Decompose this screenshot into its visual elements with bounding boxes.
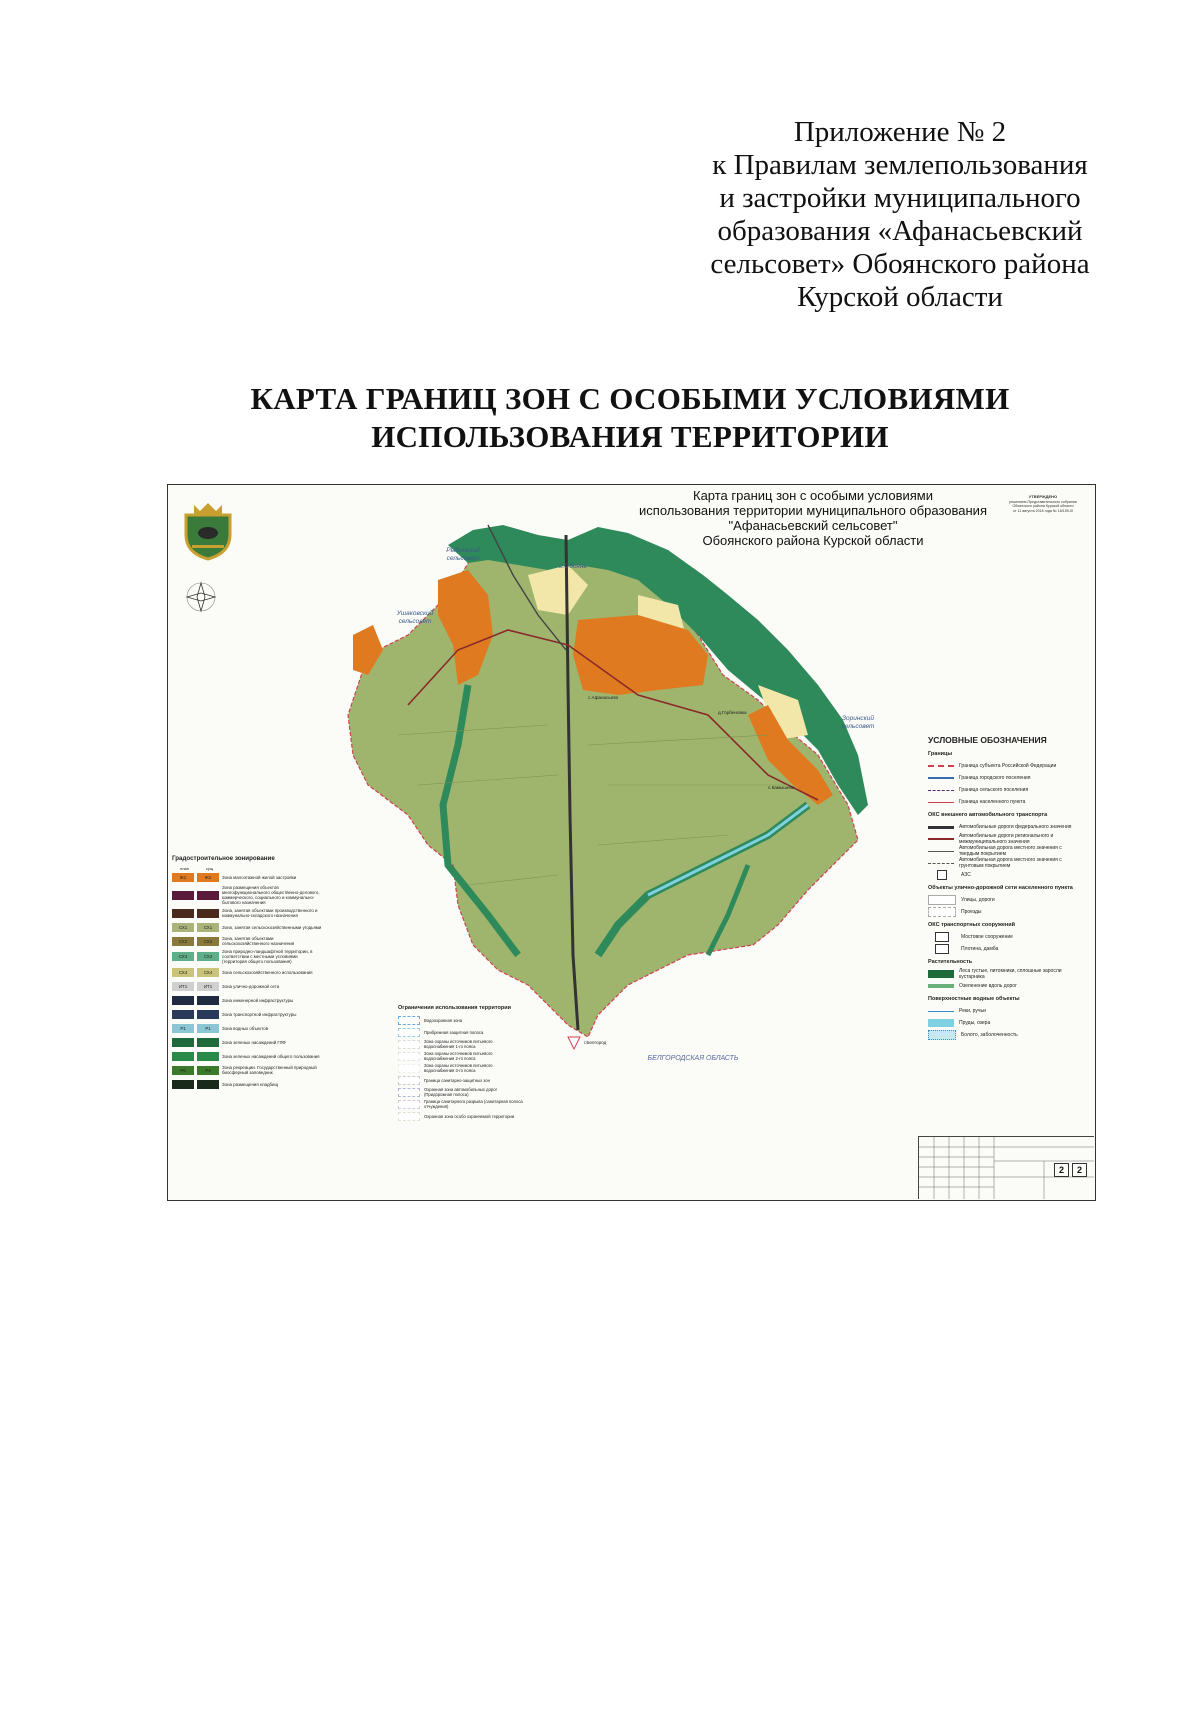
place-label-rybinsky: Рыбинский сельсовет (446, 547, 480, 562)
zone-swatch-planned: Ж1 (172, 873, 194, 882)
legend-swatch (928, 1019, 954, 1027)
zone-swatch-planned: ИТ1 (172, 982, 194, 991)
sheet-total: 2 (1072, 1163, 1087, 1177)
zone-swatch-existing (197, 1010, 219, 1019)
legend-label: Пруды, озера (959, 1020, 991, 1026)
map-title-line-4: Обоянского района Курской области (702, 533, 924, 548)
legend-label: Болото, заболоченность (961, 1032, 1018, 1038)
legend-row (928, 906, 1078, 918)
zone-swatch-planned (172, 1010, 194, 1019)
legend-line-swatch (928, 863, 954, 864)
legend-left-row (172, 1008, 322, 1020)
place-label-belgorod-oblast: БЕЛГОРОДСКАЯ ОБЛАСТЬ (647, 1055, 739, 1062)
zone-label: Зона размещения кладбищ (222, 1081, 279, 1087)
zone-swatch-planned: СХ4 (172, 968, 194, 977)
legend-row (928, 796, 1078, 808)
belgorod-marker (568, 1037, 580, 1049)
legend-mid-row (398, 1051, 523, 1061)
document-title-line-1: КАРТА ГРАНИЦ ЗОН С ОСОБЫМИ УСЛОВИЯМИ (250, 381, 1010, 416)
zone-label: Зона природно-ландшафтной территории, в соответствии с местными условиями (территория общего пользования) (222, 949, 313, 964)
document-title (180, 380, 1080, 456)
restriction-label: Зона охраны источников питьевого водоснабжения 1-го пояса (424, 1039, 493, 1049)
zone-swatch-existing: Р1 (197, 1024, 219, 1033)
legend-label: Реки, ручьи (959, 1008, 986, 1014)
legend-left-row (172, 1064, 322, 1076)
approval-line-2: Обоянского района Курской области (1012, 504, 1074, 509)
legend-left-row (172, 994, 322, 1006)
settlement-label-afanasyevo: с.Афанасьево (588, 695, 619, 700)
legend-row (928, 833, 1078, 845)
legend-label: Автомобильные дороги федерального значения (959, 824, 1072, 830)
zone-swatch-existing (197, 891, 219, 900)
legend-swatch (928, 1030, 956, 1040)
restriction-swatch (398, 1064, 420, 1073)
map-title-line-1: Карта границ зон с особыми условиями (693, 488, 933, 503)
legend-section-borders: Границы (928, 751, 953, 757)
legend-mid-row (398, 1039, 523, 1049)
legend-section-transport: ОКС внешнего автомобильного транспорта (928, 812, 1048, 818)
place-label-ushakovsky: Ушаковский сельсовет (396, 610, 434, 625)
zone-swatch-existing: Ж1 (197, 873, 219, 882)
restriction-label: Прибрежная защитная полоса (424, 1029, 484, 1035)
zone-swatch-existing: СХ1 (197, 923, 219, 932)
appendix-line-2: к Правилам землепользования (712, 149, 1088, 181)
approval-note (998, 495, 1088, 513)
legend-left-row (172, 885, 322, 905)
legend-mid-row (398, 1063, 523, 1073)
legend-left (172, 855, 322, 1092)
zone-swatch-planned: Р6 (172, 1066, 194, 1075)
restriction-label: Охранная зона особо охраняемой территории (424, 1113, 515, 1119)
legend-line-swatch (928, 838, 954, 840)
legend-row (928, 968, 1078, 980)
legend-row (928, 772, 1078, 784)
coat-of-arms-emblem (186, 503, 230, 559)
legend-row (928, 943, 1078, 955)
map-title-line-2: использования территории муниципального образования (639, 503, 987, 518)
title-block-stamp (918, 1136, 1094, 1199)
legend-swatch (928, 970, 954, 978)
legend-label: Автомобильная дорога местного значения с грунтовым покрытием (959, 857, 1062, 869)
restriction-swatch (398, 1112, 420, 1121)
bridge-icon (935, 932, 949, 942)
zone-swatch-existing (197, 1052, 219, 1061)
zone-label: Зона инженерной инфраструктуры (222, 997, 294, 1003)
restriction-label: Граница санитарно-защитных зон (424, 1077, 490, 1083)
restriction-swatch (398, 1040, 420, 1049)
legend-row (928, 857, 1078, 869)
legend-line-swatch (928, 1011, 954, 1012)
legend-line-swatch (928, 851, 954, 852)
legend-section-streets: Объекты улично-дорожной сети населенного пункта (928, 885, 1073, 891)
legend-left-row (172, 1050, 322, 1062)
legend-row (928, 760, 1078, 772)
zone-label: Зона малоэтажной жилой застройки (222, 874, 297, 880)
legend-section-transport-structures: ОКС транспортных сооружений (928, 922, 1015, 928)
legend-right (928, 735, 1078, 1041)
settlement-label-gorbenovka: д.Горбеновка (718, 710, 747, 715)
zone-label: Зона водных объектов (222, 1025, 269, 1031)
legend-label: Озеленение вдоль дорог (959, 983, 1017, 989)
legend-line-swatch (928, 802, 954, 803)
legend-swatch (928, 907, 956, 917)
zone-swatch-planned (172, 1038, 194, 1047)
restriction-swatch (398, 1076, 420, 1085)
legend-label: Улицы, дороги (961, 897, 995, 903)
zone-label: Зона транспортной инфраструктуры (222, 1011, 297, 1017)
legend-left-row (172, 966, 322, 978)
caption-planned: план (180, 865, 189, 871)
zone-swatch-planned (172, 891, 194, 900)
legend-label: Плотина, дамба (961, 946, 999, 952)
legend-mid-rows (398, 1015, 523, 1121)
legend-left-rows (172, 871, 322, 1090)
zone-swatch-planned (172, 1052, 194, 1061)
zone-label: Зона размещения объектов многофункционального общественно-делового, коммерческого, социального и коммунально-бытового назначения (222, 885, 320, 905)
settlement-label-kamyshnoye: с.Камышное (768, 785, 795, 790)
legend-line-swatch (928, 826, 954, 829)
restriction-swatch (398, 1100, 420, 1109)
zone-swatch-existing (197, 996, 219, 1005)
place-label-belgorod: г.Белгород (584, 1040, 607, 1045)
legend-mid-row (398, 1111, 523, 1121)
zone-swatch-planned: СХ2 (172, 937, 194, 946)
legend-row (928, 784, 1078, 796)
document-title-line-2: ИСПОЛЬЗОВАНИЯ ТЕРРИТОРИИ (371, 419, 889, 454)
legend-title: УСЛОВНЫЕ ОБОЗНАЧЕНИЯ (928, 735, 1047, 745)
legend-row (928, 931, 1078, 943)
legend-line-swatch (928, 765, 954, 767)
legend-left-row (172, 921, 322, 933)
legend-mid-row (398, 1027, 523, 1037)
caption-existing: сущ (205, 865, 214, 871)
zone-swatch-planned (172, 996, 194, 1005)
zone-label: Зона рекреации. Государственный природный биосферный заповедник (222, 1065, 317, 1075)
zone-swatch-existing (197, 1080, 219, 1089)
zone-label: Зона, занятая объектами производственного и коммунально-складского назначения (222, 908, 318, 918)
zone-swatch-planned (172, 909, 194, 918)
restriction-swatch (398, 1028, 420, 1037)
zone-swatch-planned: Р1 (172, 1024, 194, 1033)
approval-line-1: решением Представительного собрания (1009, 499, 1077, 504)
zone-swatch-planned: СХ1 (172, 923, 194, 932)
legend-section-water: Поверхностные водные объекты (928, 996, 1020, 1002)
place-label-zorinsky: Зоринский сельсовет (841, 715, 875, 730)
zone-label: Зона, занятая сельскохозяйственными угодьями (222, 924, 322, 930)
zone-swatch-existing: Р4 (197, 1066, 219, 1075)
restriction-label: Водоохранная зона (424, 1017, 463, 1023)
legend-left-row (172, 871, 322, 883)
map-sheet (167, 484, 1096, 1201)
legend-label: Мостовое сооружение (961, 934, 1013, 940)
legend-line-swatch (928, 790, 954, 791)
appendix-line-5: сельсовет» Обоянского района (710, 248, 1090, 280)
gas-station-icon (937, 870, 947, 880)
zone-swatch-existing (197, 1038, 219, 1047)
legend-left-row (172, 1078, 322, 1090)
appendix-line-3: и застройки муниципального (719, 182, 1081, 214)
legend-label: Граница городского поселения (959, 775, 1031, 781)
restriction-label: Зона охраны источников питьевого водоснабжения 2-го пояса (424, 1051, 493, 1061)
legend-row (928, 1017, 1078, 1029)
legend-line-swatch (928, 777, 954, 779)
legend-row (928, 845, 1078, 857)
legend-row (928, 1005, 1078, 1017)
legend-mid-title: Ограничения использования территории (398, 1005, 511, 1011)
appendix-line-6: Курской области (797, 281, 1003, 313)
legend-swatch (928, 984, 954, 988)
zone-swatch-existing: СХ4 (197, 968, 219, 977)
legend-label: Граница субъекта Российской Федерации (959, 763, 1057, 769)
legend-left-row (172, 935, 322, 947)
legend-left-row (172, 907, 322, 919)
restriction-label: Зона охраны источников питьевого водоснабжения 3-го пояса (424, 1063, 493, 1073)
dam-icon (935, 944, 949, 954)
place-label-oboyan: г.Обоянь (559, 563, 587, 570)
legend-row (928, 980, 1078, 992)
zone-label: Зона улично-дорожной сети (222, 983, 280, 989)
zone-label: Зона зеленых насаждений ГЛФ (222, 1039, 286, 1045)
legend-row (928, 821, 1078, 833)
legend-label: Граница сельского поселения (959, 787, 1029, 793)
legend-left-row (172, 1022, 322, 1034)
legend-mid-row (398, 1015, 523, 1025)
sheet-number: 2 (1054, 1163, 1069, 1177)
legend-mid (398, 1005, 523, 1123)
restriction-swatch (398, 1016, 420, 1025)
legend-left-title: Градостроительное зонирование (172, 855, 275, 862)
zone-swatch-existing: ИТ1 (197, 982, 219, 991)
restriction-swatch (398, 1088, 420, 1097)
legend-mid-row (398, 1099, 523, 1109)
legend-label: Леса густые, питомники, сплошные заросли кустарника (959, 968, 1062, 980)
legend-row (928, 869, 1078, 881)
zone-swatch-existing: СХ3 (197, 952, 219, 961)
legend-section-vegetation: Растительность (928, 959, 973, 965)
legend-row (928, 894, 1078, 906)
map-title (568, 488, 1058, 548)
legend-mid-row (398, 1075, 523, 1085)
compass-rose (187, 583, 215, 611)
legend-mid-row (398, 1087, 523, 1097)
zone-swatch-planned (172, 1080, 194, 1089)
legend-left-row (172, 1036, 322, 1048)
legend-left-row (172, 980, 322, 992)
restriction-label: Граница санитарного разрыва (санитарная полоса отчуждения) (424, 1099, 523, 1109)
appendix-block (640, 116, 1160, 314)
legend-row (928, 1029, 1078, 1041)
legend-label: Граница населенного пункта (959, 799, 1026, 805)
zone-swatch-planned: СХ3 (172, 952, 194, 961)
legend-label: Автомобильная дорога местного значения с твердым покрытием (959, 845, 1062, 857)
zone-label: Зона сельскохозяйственного использования (222, 969, 313, 975)
approval-heading: УТВЕРЖДЕНО (1028, 494, 1058, 499)
legend-left-row (172, 949, 322, 964)
legend-label: Автомобильные дороги регионального и межмуниципального значения (959, 833, 1054, 845)
map-title-line-3: "Афанасьевский сельсовет" (728, 518, 898, 533)
zone-label: Зона, занятая объектами сельскохозяйственного назначения (222, 936, 295, 946)
restriction-swatch (398, 1052, 420, 1061)
appendix-line-1: Приложение № 2 (793, 116, 1007, 148)
legend-label: Проезды (961, 909, 982, 915)
legend-label: АЗС (961, 872, 971, 878)
zone-label: Зона зеленых насаждений общего пользования (222, 1053, 320, 1059)
legend-swatch (928, 895, 956, 905)
zone-swatch-existing (197, 909, 219, 918)
appendix-line-4: образования «Афанасьевский (717, 215, 1083, 247)
approval-line-3: от 11 августа 2016 года № 18/159-III (1013, 508, 1073, 513)
restriction-label: Охранная зона автомобильных дорог (Придорожная полоса) (424, 1087, 498, 1097)
zone-swatch-existing: СХ2 (197, 937, 219, 946)
